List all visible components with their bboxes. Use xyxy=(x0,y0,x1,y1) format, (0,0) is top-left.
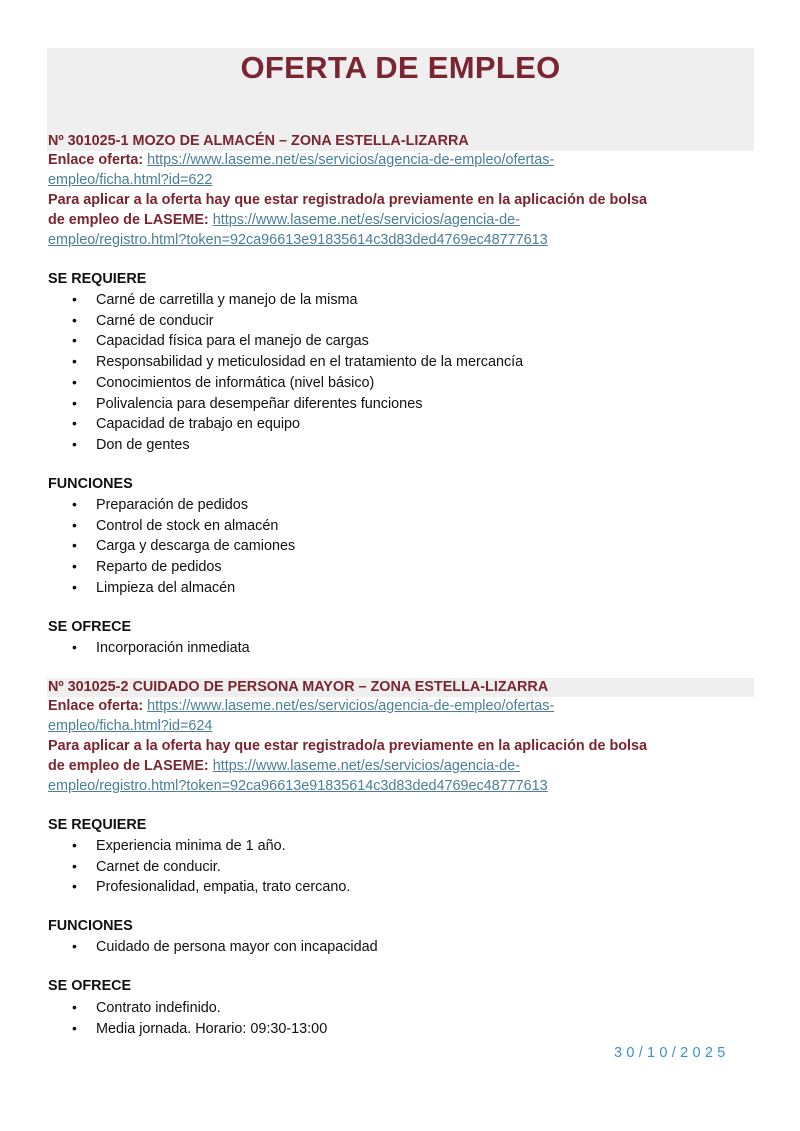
functions-heading: FUNCIONES xyxy=(48,476,133,492)
register-link-line xyxy=(48,210,520,230)
apply-note-end: de empleo de LASEME: xyxy=(48,758,209,774)
offers-list-text: Media jornada. Horario: 09:30-13:00 xyxy=(96,1020,328,1037)
page-title: OFERTA DE EMPLEO xyxy=(240,50,561,85)
functions-heading: FUNCIONES xyxy=(48,918,133,934)
offers-heading: SE OFRECE xyxy=(48,619,132,635)
job-header: Nº 301025-1 MOZO DE ALMACÉN – ZONA ESTELLA-LIZARRA xyxy=(48,133,469,149)
offer-link-line xyxy=(48,150,554,170)
offer-link-continued[interactable]: empleo/ficha.html?id=622 xyxy=(48,172,213,188)
offer-link[interactable]: https://www.laseme.net/es/servicios/agencia-de-empleo/ofertas- xyxy=(147,152,555,168)
bullet-icon: • xyxy=(72,394,77,411)
functions-list-item xyxy=(72,556,222,577)
requires-list-text: Capacidad física para el manejo de cargas xyxy=(96,333,369,350)
offers-list-text: Incorporación inmediata xyxy=(96,640,250,656)
requires-list-text: Experiencia minima de 1 año. xyxy=(96,838,286,854)
register-link-line xyxy=(48,756,520,776)
bullet-icon: • xyxy=(72,578,77,595)
requires-list-item xyxy=(72,856,221,877)
bullet-icon: • xyxy=(72,837,77,853)
requires-list-text: Carné de conducir xyxy=(96,312,214,329)
functions-list-item xyxy=(72,515,278,536)
offer-link-line-2 xyxy=(48,716,212,736)
bullet-icon: • xyxy=(72,311,77,328)
apply-note: Para aplicar a la oferta hay que estar registrado/a previamente en la aplicación de bolsa xyxy=(48,192,648,208)
functions-list-item xyxy=(72,535,295,556)
requires-heading: SE REQUIERE xyxy=(48,817,147,833)
requires-list-text: Carnet de conducir. xyxy=(96,858,221,875)
offer-link-label: Enlace oferta: xyxy=(48,152,144,168)
functions-list-text: Control de stock en almacén xyxy=(96,517,279,534)
bullet-icon: • xyxy=(72,938,77,954)
bullet-icon: • xyxy=(72,496,77,512)
functions-list-text: Carga y descarga de camiones xyxy=(96,538,296,555)
register-link-continued[interactable]: empleo/registro.html?token=92ca96613e91835614c3d83ded4769ec48777613 xyxy=(48,778,548,794)
requires-list-item xyxy=(72,289,358,310)
bullet-icon: • xyxy=(72,537,77,554)
register-link-continued[interactable]: empleo/registro.html?token=92ca96613e91835614c3d83ded4769ec48777613 xyxy=(48,232,548,248)
offer-link-line-2 xyxy=(48,170,212,190)
offers-list-item xyxy=(72,997,221,1018)
requires-list-item xyxy=(72,413,300,434)
offer-link-continued[interactable]: empleo/ficha.html?id=624 xyxy=(48,718,213,734)
register-link[interactable]: https://www.laseme.net/es/servicios/agencia-de- xyxy=(212,758,520,774)
bullet-icon: • xyxy=(72,516,77,533)
requires-list-text: Profesionalidad, empatia, trato cercano. xyxy=(96,879,351,896)
offer-link-line xyxy=(48,696,554,716)
offers-list-item xyxy=(72,637,250,658)
bullet-icon: • xyxy=(72,435,77,452)
requires-heading: SE REQUIERE xyxy=(48,271,147,287)
requires-list-item xyxy=(72,310,214,331)
bullet-icon: • xyxy=(72,878,77,895)
bullet-icon: • xyxy=(72,353,77,370)
requires-list-text: Conocimientos de informática (nivel básico) xyxy=(96,374,375,391)
bullet-icon: • xyxy=(72,639,77,655)
requires-list-text: Carné de carretilla y manejo de la misma xyxy=(96,292,358,308)
offers-list-item xyxy=(72,1018,327,1039)
offer-link-label: Enlace oferta: xyxy=(48,698,144,714)
bullet-icon: • xyxy=(72,999,77,1015)
offer-link[interactable]: https://www.laseme.net/es/servicios/agencia-de-empleo/ofertas- xyxy=(147,698,555,714)
bullet-icon: • xyxy=(72,1019,77,1036)
requires-list-item xyxy=(72,434,190,455)
functions-list-text: Reparto de pedidos xyxy=(96,559,222,576)
requires-list-text: Capacidad de trabajo en equipo xyxy=(96,416,301,433)
register-link[interactable]: https://www.laseme.net/es/servicios/agencia-de- xyxy=(212,212,520,228)
offers-heading: SE OFRECE xyxy=(48,978,132,994)
document-date: 30/10/2025 xyxy=(614,1045,730,1061)
requires-list-item xyxy=(72,876,350,897)
functions-list-item xyxy=(72,936,378,957)
requires-list-text: Responsabilidad y meticulosidad en el tratamiento de la mercancía xyxy=(96,354,524,371)
apply-note-end: de empleo de LASEME: xyxy=(48,212,209,228)
job-header: Nº 301025-2 CUIDADO DE PERSONA MAYOR – ZONA ESTELLA-LIZARRA xyxy=(48,679,549,695)
functions-list-text: Preparación de pedidos xyxy=(96,497,249,513)
requires-list-text: Polivalencia para desempeñar diferentes funciones xyxy=(96,395,423,412)
requires-list-text: Don de gentes xyxy=(96,436,190,453)
apply-note: Para aplicar a la oferta hay que estar registrado/a previamente en la aplicación de bolsa xyxy=(48,738,648,754)
bullet-icon: • xyxy=(72,857,77,874)
requires-list-item xyxy=(72,393,422,414)
functions-list-item xyxy=(72,494,248,515)
requires-list-item xyxy=(72,351,523,372)
bullet-icon: • xyxy=(72,558,77,575)
bullet-icon: • xyxy=(72,291,77,307)
requires-list-item xyxy=(72,330,369,351)
bullet-icon: • xyxy=(72,332,77,349)
bullet-icon: • xyxy=(72,373,77,390)
requires-list-item xyxy=(72,372,374,393)
requires-list-item xyxy=(72,835,286,856)
register-link-line-2 xyxy=(48,230,548,250)
functions-list-text: Limpieza del almacén xyxy=(96,579,236,596)
functions-list-item xyxy=(72,577,235,598)
register-link-line-2 xyxy=(48,776,548,796)
functions-list-text: Cuidado de persona mayor con incapacidad xyxy=(96,939,378,955)
offers-list-text: Contrato indefinido. xyxy=(96,1000,221,1016)
bullet-icon: • xyxy=(72,415,77,432)
